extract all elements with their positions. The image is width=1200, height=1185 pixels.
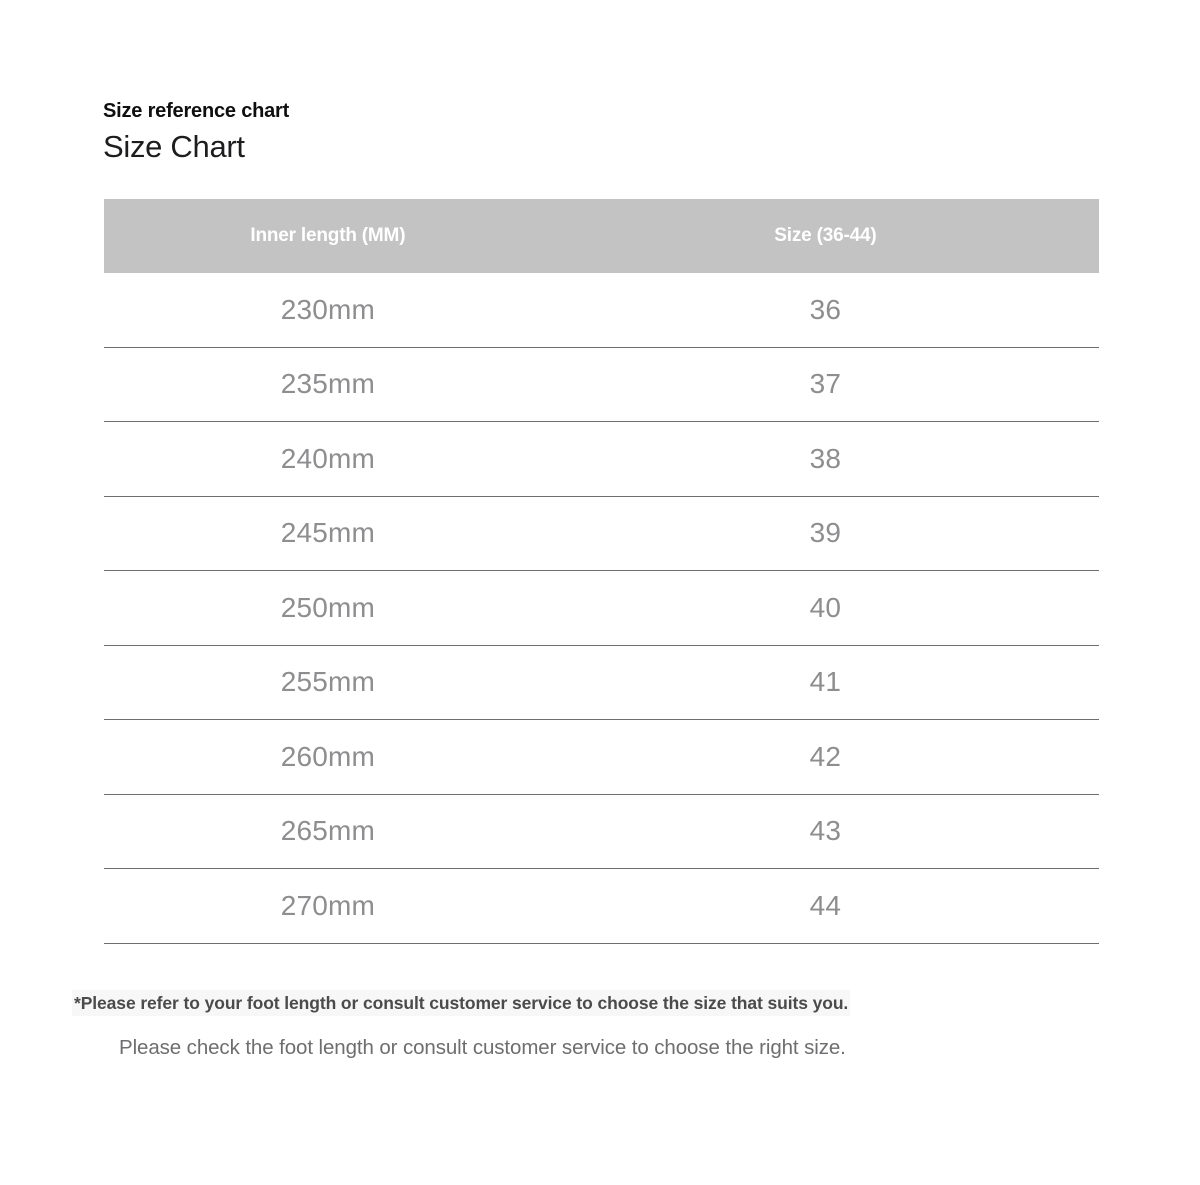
note-bold [72, 993, 850, 1014]
cell-inner-length: 240mm [280, 442, 376, 474]
cell-size: 39 [809, 517, 842, 549]
cell-inner-length: 245mm [280, 517, 376, 549]
cell-inner-length: 230mm [280, 293, 376, 325]
table-row [104, 497, 1099, 572]
cell-inner-length: 260mm [280, 740, 376, 772]
cell-size: 36 [809, 293, 842, 325]
table-row [104, 869, 1099, 944]
table-row [104, 571, 1099, 646]
page-title: Size Chart [103, 129, 245, 164]
cell-size: 42 [809, 740, 842, 772]
table-row [104, 646, 1099, 721]
page-subtitle: Size reference chart [103, 100, 290, 122]
size-table [104, 199, 1099, 944]
cell-inner-length: 235mm [280, 368, 376, 400]
cell-inner-length: 270mm [280, 889, 376, 921]
cell-size: 41 [809, 666, 842, 698]
cell-size: 37 [809, 368, 842, 400]
note-regular: Please check the foot length or consult customer service to choose the right size. [119, 1036, 846, 1059]
cell-size: 38 [809, 442, 842, 474]
table-row [104, 720, 1099, 795]
cell-size: 40 [809, 591, 842, 623]
table-header-row [104, 199, 1099, 273]
table-row [104, 348, 1099, 423]
cell-inner-length: 255mm [280, 666, 376, 698]
cell-inner-length: 250mm [280, 591, 376, 623]
table-row [104, 795, 1099, 870]
header-cell-inner-length: Inner length (MM) [250, 225, 406, 246]
cell-inner-length: 265mm [280, 815, 376, 847]
note-bold-text: *Please refer to your foot length or consult customer service to choose the size that suits you. [72, 990, 850, 1016]
cell-size: 43 [809, 815, 842, 847]
header-cell-size: Size (36-44) [774, 225, 877, 246]
cell-size: 44 [809, 889, 842, 921]
table-row [104, 422, 1099, 497]
table-row [104, 273, 1099, 348]
